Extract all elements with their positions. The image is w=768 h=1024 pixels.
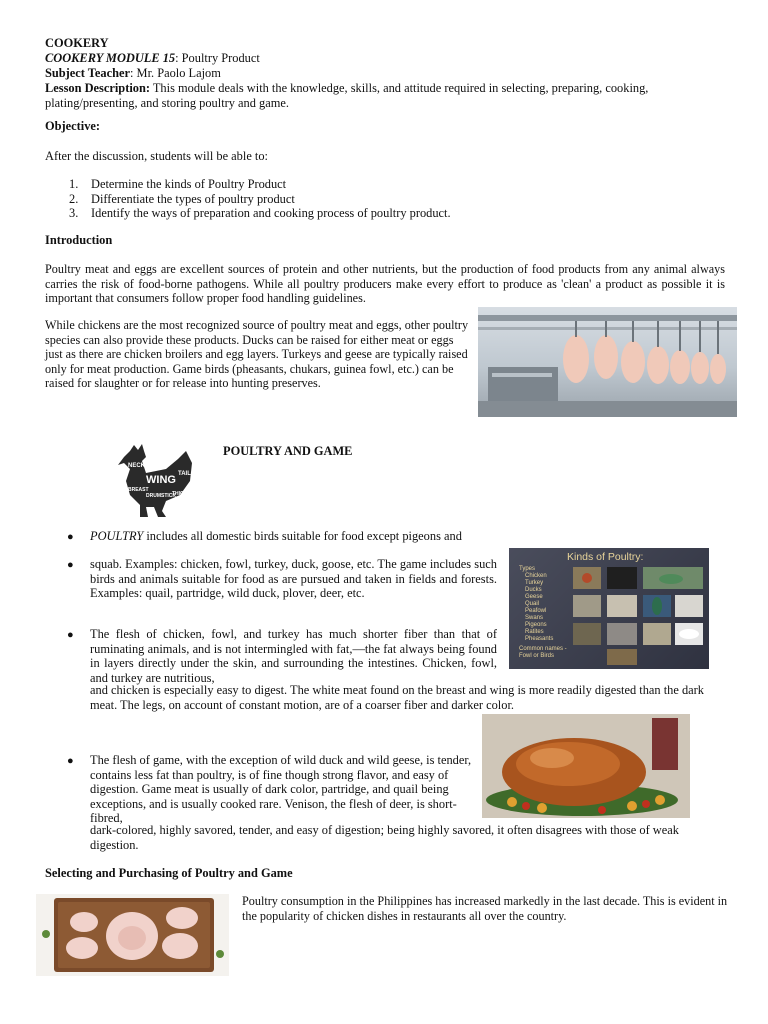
slide-type-list [519, 566, 569, 643]
lesson-description [45, 81, 725, 110]
intro-paragraph-1: Poultry meat and eggs are excellent sources of protein and other nutrients, but the production of food products from any animal always carries the risk of food-borne pathogens. While all poultry producers make every effort to produce as 'clean' a product as possible it is important that consumers follow proper food handling guidelines. [45, 262, 725, 306]
logo-wing: WING [146, 474, 176, 486]
lesson-desc-text: This module deals with the knowledge, skills, and attitude required in selecting, preparing, cooking, plating/presenting, and storing poultry and game. [45, 81, 649, 110]
item-number: 1. [69, 177, 79, 191]
slide-type-item: Chicken [525, 573, 547, 579]
lesson-desc-label: Lesson Description: [45, 81, 150, 95]
logo-tail: TAIL [178, 471, 191, 477]
selecting-heading: Selecting and Purchasing of Poultry and Game [45, 866, 293, 880]
objective-item [45, 206, 705, 221]
module-label: COOKERY MODULE 15 [45, 51, 176, 65]
slide-title: Kinds of Poultry: [567, 551, 644, 563]
objective-item [45, 192, 705, 207]
item-number: 2. [69, 191, 79, 206]
slide-type-item: Pheasants [525, 636, 554, 642]
bullet: ● [67, 755, 74, 767]
bullet: ● [67, 531, 74, 543]
bullet-flesh-chicken: The flesh of chicken, fowl, and turkey has much shorter fiber than that of ruminating animals, and is not intermingled with fat,—the fat always being found in layers directly under the skin, and surrounding the intestines. Chicken, fowl, and turkey are nutritious, [90, 627, 497, 685]
item-text: Differentiate the types of poultry product [91, 191, 295, 206]
poultry-definition-text: includes all domestic birds suitable for food except pigeons and [143, 529, 462, 543]
slide-type-item: Geese [525, 594, 543, 600]
slide-types-label: Types [519, 566, 536, 572]
course-title: COOKERY [45, 36, 109, 50]
logo-thigh: THIGH [172, 491, 188, 497]
bullet-game-examples: squab. Examples: chicken, fowl, turkey, duck, goose, etc. The game includes such birds and animals suitable for food as are pursued and taken in fields and forests. Examples: quail, partridge, wild duck, plover, deer, etc. [90, 557, 497, 601]
objective-list [45, 177, 705, 221]
slide-type-item: Ducks [525, 587, 542, 593]
item-text: Identify the ways of preparation and cooking process of poultry product. [91, 206, 451, 221]
teacher-line [45, 66, 221, 81]
bullet-poultry-definition [90, 529, 462, 544]
chicken-cuts-icon [116, 441, 196, 523]
poultry-processing-photo [478, 307, 737, 417]
item-number: 3. [69, 206, 79, 221]
module-line [45, 51, 260, 66]
roast-turkey-illustration [482, 714, 690, 818]
roast-turkey-photo [482, 714, 690, 818]
intro-paragraph-2: While chickens are the most recognized source of poultry meat and eggs, other poultry species can also provide these products. Ducks can be raised for either meat or eggs just as there are chicken broilers and egg layers. Turkeys and geese are typically raised only for meat production. Game birds (pheasants, chukars, guinea fowl, etc.) can be raised for slaughter or for release into hunting preserves. [45, 318, 469, 391]
slide-type-item: Turkey [525, 580, 544, 586]
bird-photo-grid [571, 565, 707, 667]
kinds-of-poultry-slide [509, 548, 709, 669]
bullet-flesh-chicken-continued: and chicken is especially easy to digest. The white meat found on the breast and wing is more readily digested than the dark meat. The legs, on account of constant motion, are of a coarser fiber and darker color. [90, 683, 704, 712]
bullet: ● [67, 629, 74, 641]
introduction-heading: Introduction [45, 233, 113, 247]
slide-type-item: Peafowl [525, 608, 547, 614]
raw-chicken-photo [36, 894, 229, 976]
poultry-game-heading: POULTRY AND GAME [223, 444, 353, 458]
slide-type-item: Swans [525, 615, 544, 621]
slide-type-item: Ratites [525, 629, 544, 635]
bullet-flesh-game-continued: dark-colored, highly savored, tender, and easy of digestion; being highly savored, it often disagrees with those of weak digestion. [90, 823, 679, 852]
objective-heading: Objective: [45, 119, 101, 133]
bullet: ● [67, 559, 74, 571]
processing-line-illustration [478, 307, 737, 417]
module-title: : Poultry Product [175, 51, 260, 65]
slide-common-names: Common names - Fowl or Birds [519, 646, 567, 659]
raw-chicken-illustration [36, 894, 229, 976]
teacher-name: : Mr. Paolo Lajom [130, 66, 221, 80]
objective-item [45, 177, 705, 192]
item-text: Determine the kinds of Poultry Product [91, 177, 287, 191]
selecting-paragraph: Poultry consumption in the Philippines has increased markedly in the last decade. This is evident in the popularity of chicken dishes in restaurants all over the country. [242, 894, 728, 923]
logo-drumstick: DRUMSTICK [146, 493, 176, 499]
poultry-term: POULTRY [90, 529, 144, 543]
teacher-label: Subject Teacher [45, 66, 131, 80]
slide-type-item: Quail [525, 601, 540, 607]
logo-neck: NECK [128, 463, 146, 469]
logo-breast: BREAST [128, 487, 149, 493]
bullet-flesh-game: The flesh of game, with the exception of wild duck and wild geese, is tender, contains less fat than poultry, is of fine though strong flavor, and easy of digestion. Game meat is usually of dark color, partridge, and quail being exceptions, and is usually cooked rare. Venison, the flesh of deer, is short-fibred, [90, 753, 472, 826]
objective-intro: After the discussion, students will be able to: [45, 149, 268, 163]
slide-type-item: Pigeons [525, 622, 547, 628]
